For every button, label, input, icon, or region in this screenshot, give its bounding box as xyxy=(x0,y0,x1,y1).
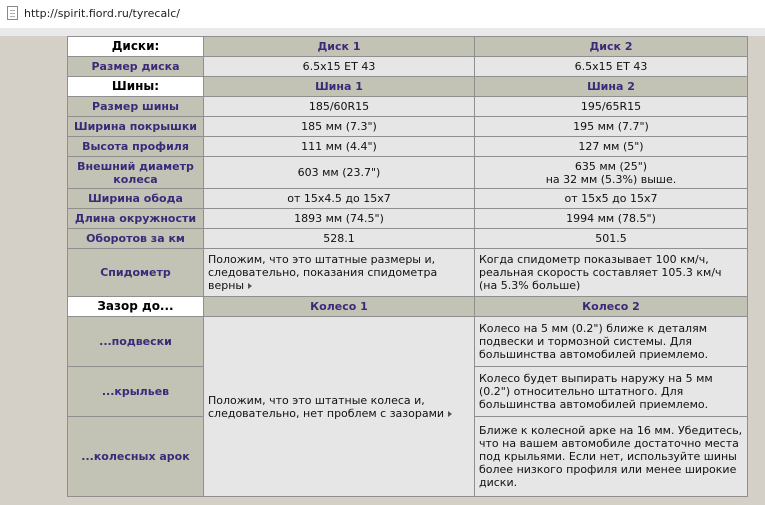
tyre1-circumference: 1893 мм (74.5") xyxy=(204,209,475,229)
wheel1-header: Диск 1 xyxy=(204,37,475,57)
wheel2-size: 6.5x15 ET 43 xyxy=(475,57,748,77)
profile-height-label: Высота профиля xyxy=(68,137,204,157)
page-icon xyxy=(7,6,18,20)
tyre2-outer-diameter xyxy=(475,157,748,189)
tyre2-circumference: 1994 мм (78.5") xyxy=(475,209,748,229)
tyre2-rim-width: от 15x5 до 15x7 xyxy=(475,189,748,209)
wheels-header-row xyxy=(68,37,748,57)
wheel1-size: 6.5x15 ET 43 xyxy=(204,57,475,77)
more-arrow-icon[interactable] xyxy=(448,411,452,417)
table-row xyxy=(68,97,748,117)
tyres-section-label: Шины: xyxy=(68,77,204,97)
revs-per-km-label: Оборотов за км xyxy=(68,229,204,249)
wheels-section-label: Диски: xyxy=(68,37,204,57)
fenders-label: ...крыльев xyxy=(68,367,204,417)
tyre1-profile-height: 111 мм (4.4") xyxy=(204,137,475,157)
tyre2-diameter-value: 635 мм (25") xyxy=(574,159,648,173)
more-arrow-icon[interactable] xyxy=(248,283,252,289)
tyre1-header: Шина 1 xyxy=(204,77,475,97)
table-row xyxy=(68,117,748,137)
table-row xyxy=(68,157,748,189)
wheel2-fender-clearance: Колесо будет выпирать наружу на 5 мм (0.2") относительно штатного. Для большинства автомобилей приемлемо. xyxy=(475,367,748,417)
wheel-size-label: Размер диска xyxy=(68,57,204,77)
table-row xyxy=(68,137,748,157)
address-url[interactable]: http://spirit.fiord.ru/tyrecalc/ xyxy=(24,7,180,20)
circumference-label: Длина окружности xyxy=(68,209,204,229)
tyre2-speedometer: Когда спидометр показывает 100 км/ч, реальная скорость составляет 105.3 км/ч (на 5.3% больше) xyxy=(475,249,748,297)
wheel1-clearance xyxy=(204,317,475,497)
clearance-section-label: Зазор до... xyxy=(68,297,204,317)
tyre2-size: 195/65R15 xyxy=(475,97,748,117)
table-row xyxy=(68,189,748,209)
address-bar[interactable] xyxy=(0,0,765,29)
tyre-width-label: Ширина покрышки xyxy=(68,117,204,137)
page-top-strip xyxy=(0,28,765,36)
tyre-calc-table xyxy=(67,36,748,497)
tyre1-outer-diameter: 603 мм (23.7") xyxy=(204,157,475,189)
speedometer-row xyxy=(68,249,748,297)
tyre1-rim-width: от 15x4.5 до 15x7 xyxy=(204,189,475,209)
tyre2-diameter-diff: на 32 мм (5.3%) выше. xyxy=(545,172,677,186)
suspension-label: ...подвески xyxy=(68,317,204,367)
tyre2-revs-per-km: 501.5 xyxy=(475,229,748,249)
tyre1-width: 185 мм (7.3") xyxy=(204,117,475,137)
wheel-size-row xyxy=(68,57,748,77)
tyres-header-row xyxy=(68,77,748,97)
tyre1-speedometer xyxy=(204,249,475,297)
table-row xyxy=(68,229,748,249)
tyre-size-label: Размер шины xyxy=(68,97,204,117)
wheel2-arch-clearance: Ближе к колесной арке на 16 мм. Убедитесь, что на вашем автомобиле достаточно места под крыльями. Если нет, используйте шины более низкого профиля или менее широкие диски. xyxy=(475,417,748,497)
wheel2-header: Диск 2 xyxy=(475,37,748,57)
clearance-header-row xyxy=(68,297,748,317)
tyre2-profile-height: 127 мм (5") xyxy=(475,137,748,157)
clearance-wheel1-header: Колесо 1 xyxy=(204,297,475,317)
table-row xyxy=(68,209,748,229)
tyre1-speedometer-text: Положим, что это штатные размеры и, следовательно, показания спидометра верны xyxy=(208,253,438,292)
tyre1-size: 185/60R15 xyxy=(204,97,475,117)
rim-width-label: Ширина обода xyxy=(68,189,204,209)
tyre2-width: 195 мм (7.7") xyxy=(475,117,748,137)
tyre1-revs-per-km: 528.1 xyxy=(204,229,475,249)
wheel-arches-label: ...колесных арок xyxy=(68,417,204,497)
clearance-wheel2-header: Колесо 2 xyxy=(475,297,748,317)
table-row xyxy=(68,317,748,367)
speedometer-label: Спидометр xyxy=(68,249,204,297)
wheel2-suspension-clearance: Колесо на 5 мм (0.2") ближе к деталям подвески и тормозной системы. Для большинства автомобилей приемлемо. xyxy=(475,317,748,367)
wheel1-clearance-text: Положим, что это штатные колеса и, следовательно, нет проблем с зазорами xyxy=(208,393,445,420)
outer-diameter-label: Внешний диаметр колеса xyxy=(68,157,204,189)
tyre2-header: Шина 2 xyxy=(475,77,748,97)
